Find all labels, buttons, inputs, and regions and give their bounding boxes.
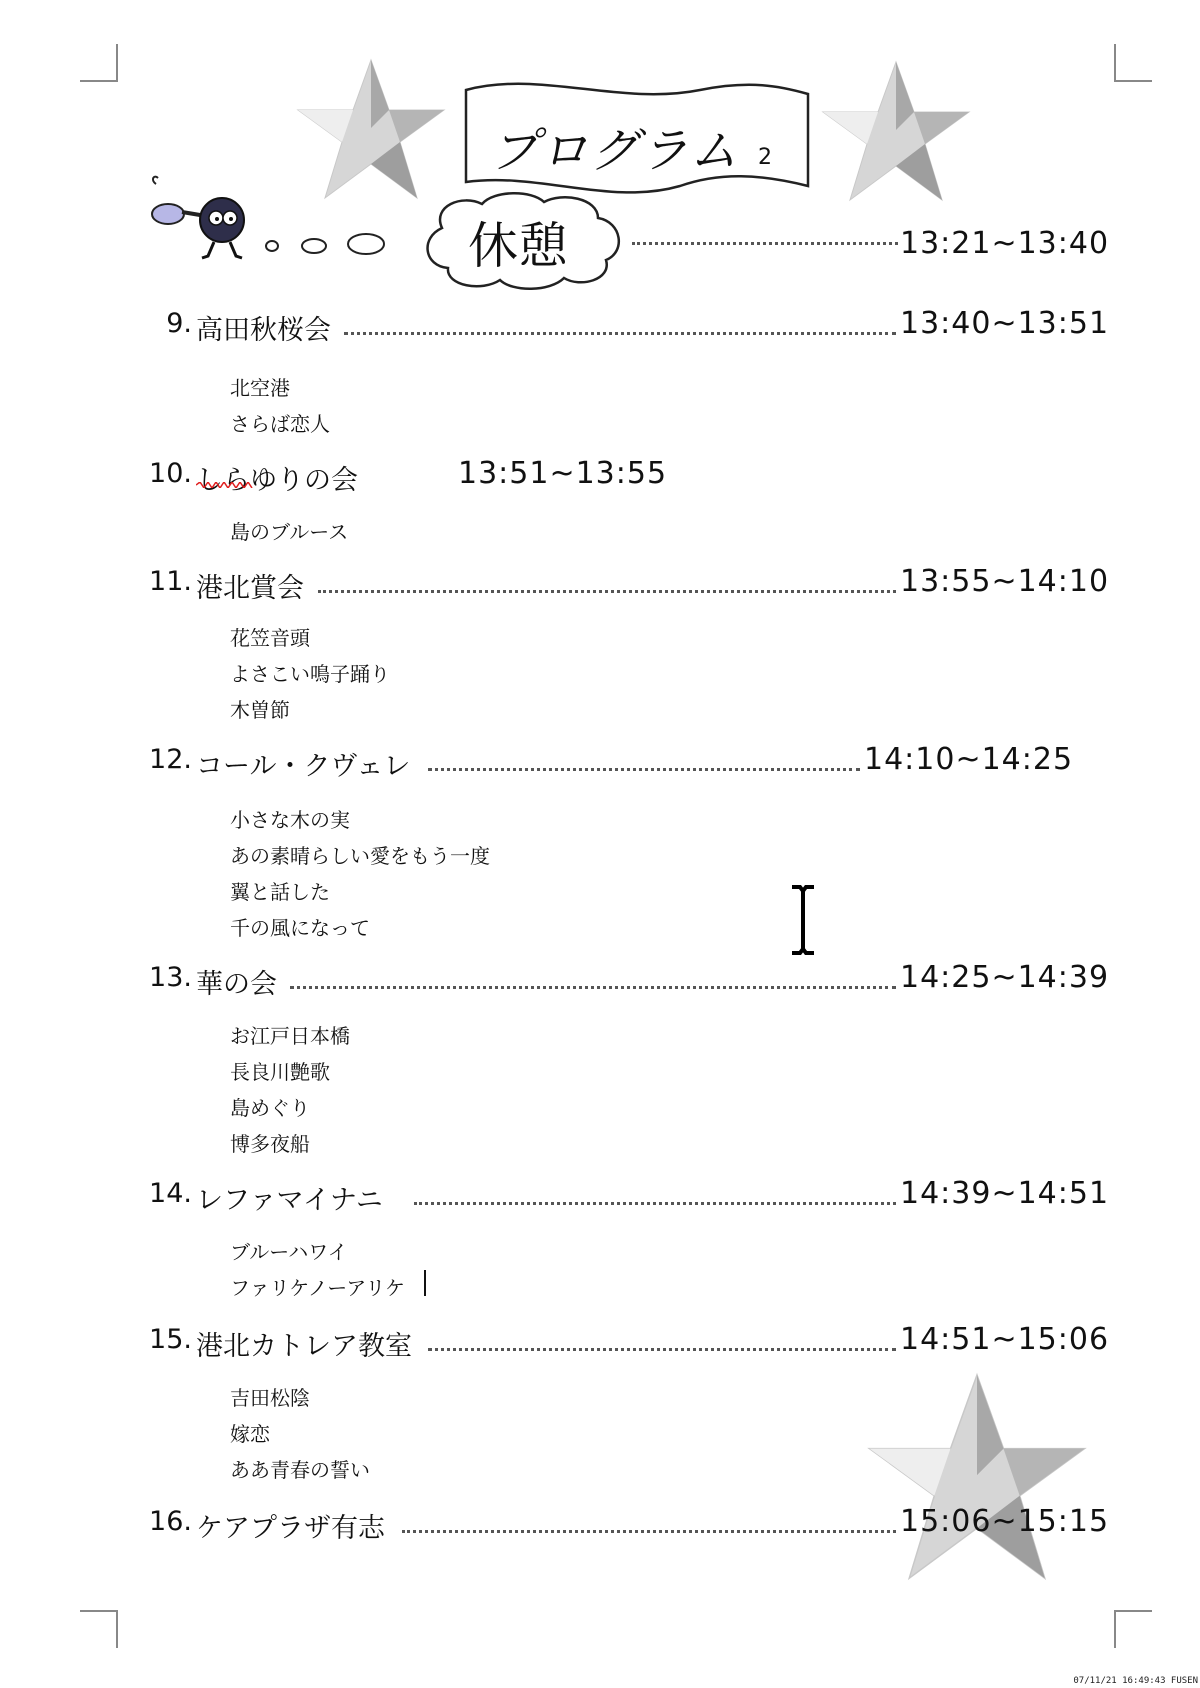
entry-name: レファマイナニ	[196, 1185, 383, 1216]
song-title: ああ青春の誓い	[230, 1458, 370, 1482]
leader-dots	[414, 1202, 896, 1205]
program-entry-11	[0, 564, 1200, 604]
entry-time: 13:51~13:55	[458, 456, 668, 491]
entry-number: 14.	[149, 1178, 192, 1209]
song-title: 花笠音頭	[230, 626, 310, 650]
text-cursor-icon	[790, 884, 816, 956]
program-entry-16	[0, 1504, 1200, 1544]
entry-name: コール・クヴェレ	[196, 751, 411, 782]
star-decoration-right	[818, 60, 974, 208]
song-title: 木曽節	[230, 698, 290, 722]
entry-time: 13:55~14:10	[900, 564, 1110, 599]
program-entry-13	[0, 960, 1200, 1000]
leader-dots	[318, 590, 896, 593]
entry-number: 15.	[149, 1324, 192, 1355]
song-title: 北空港	[230, 376, 290, 400]
entry-name: 華の会	[196, 969, 277, 1000]
song-title: ブルーハワイ	[230, 1240, 348, 1264]
program-entry-10	[0, 456, 1200, 496]
song-title: ファリケノーアリケ	[230, 1276, 405, 1300]
program-entry-9	[0, 306, 1200, 346]
program-entry-15	[0, 1322, 1200, 1362]
mascot-illustration	[144, 172, 274, 272]
entry-time: 14:39~14:51	[900, 1176, 1110, 1211]
entry-number: 12.	[149, 744, 192, 775]
page-title-number: 2	[758, 145, 772, 170]
program-entry-12	[0, 742, 1200, 782]
crop-mark-bottom-left	[80, 1610, 118, 1648]
leader-dots	[290, 986, 896, 989]
song-title: 翼と話した	[230, 880, 330, 904]
entry-number: 11.	[149, 566, 192, 597]
entry-number: 13.	[149, 962, 192, 993]
song-title: よさこい鳴子踊り	[230, 662, 390, 686]
song-title: 千の風になって	[230, 916, 370, 940]
song-title: 吉田松陰	[230, 1386, 310, 1410]
thought-dots	[262, 228, 390, 260]
entry-time: 14:25~14:39	[900, 960, 1110, 995]
break-time: 13:21~13:40	[900, 226, 1110, 261]
entry-name: しらゆりの会	[196, 465, 358, 496]
song-title: 長良川艶歌	[230, 1060, 330, 1084]
song-title: 博多夜船	[230, 1132, 310, 1156]
crop-mark-bottom-right	[1114, 1610, 1152, 1648]
entry-time: 15:06~15:15	[900, 1504, 1110, 1539]
entry-name: ケアプラザ有志	[196, 1513, 385, 1544]
leader-dots	[428, 1348, 896, 1351]
crop-mark-top-right	[1114, 44, 1152, 82]
entry-name: 高田秋桜会	[196, 315, 331, 346]
leader-dots	[344, 332, 896, 335]
star-decoration-left	[296, 58, 446, 206]
song-title: お江戸日本橋	[230, 1024, 350, 1048]
entry-name: 港北カトレア教室	[196, 1331, 412, 1362]
entry-number: 16.	[149, 1506, 192, 1537]
break-label: 休憩	[468, 217, 568, 275]
song-title: 島めぐり	[230, 1096, 310, 1120]
song-title: 島のブルース	[230, 520, 349, 544]
entry-time: 14:10~14:25	[864, 742, 1074, 777]
crop-mark-top-left	[80, 44, 118, 82]
program-entry-14	[0, 1176, 1200, 1216]
entry-time: 13:40~13:51	[900, 306, 1110, 341]
leader-dots	[402, 1530, 896, 1533]
song-title: あの素晴らしい愛をもう一度	[230, 844, 490, 868]
footer-timestamp: 07/11/21 16:49:43 FUSEN	[1073, 1676, 1198, 1686]
spellcheck-underline	[196, 482, 254, 488]
leader-dots	[428, 768, 860, 771]
star-decoration-bottom	[866, 1372, 1088, 1590]
entry-number: 9.	[166, 308, 192, 339]
entry-name: 港北賞会	[196, 573, 304, 604]
song-title: 小さな木の実	[230, 808, 350, 832]
page-title: プログラム	[490, 123, 740, 179]
song-title: 嫁恋	[230, 1422, 270, 1446]
text-insertion-caret	[424, 1270, 426, 1296]
entry-number: 10.	[149, 458, 192, 489]
song-title: さらば恋人	[230, 412, 330, 436]
entry-time: 14:51~15:06	[900, 1322, 1110, 1357]
break-leader-dots	[632, 242, 898, 245]
